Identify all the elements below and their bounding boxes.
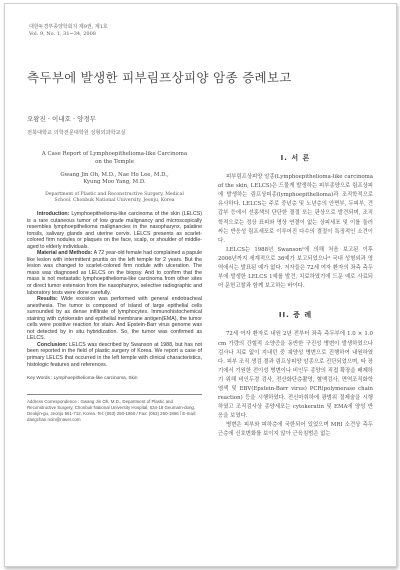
journal-volume: Vol. 9, No. 1, 31~34, 2008 [29, 31, 96, 37]
korean-authors: 오왕진 · 이내호 · 양경무 [27, 115, 96, 123]
english-title: A Case Report of Lymphoepithelioma-like Carcinoma on the Temple [41, 151, 188, 165]
body-paragraph: 병변은 피부와 피하층에 국한되어 있었으며 MRI 소견상 측두근층에 신호변화를 보이지 않아 근육침범은 없는 [218, 422, 373, 438]
footnote-divider [27, 394, 202, 395]
body-paragraph: 피부림프상피양 암종(Lymphoepithelioma-like carcinoma of the skin, LELCS)은 드물게 발생하는 피부종양으로 림프상피에 발생하는 림프상피종(lymphoepithelioma)과 조직학적으로 유사하다. LELCS는 주로 중년층 및 노년층의 안면부, 두피부, 견갑부 등에서 선홍색의 단단한 결절 또는 판상으로 발견되며, 조직학적으로는 정상 표피와 명상 연결이 없는 상피세포 및 이를 둘러싸는 반응성 림프세포로 이루어진 다수의 결절이 특징적인 소견이다. [218, 174, 373, 244]
korean-affiliation: 전북대학교 의학전문대학원 성형외과학교실 [27, 130, 126, 136]
section-heading-case-report: II. 증 례 [278, 311, 313, 320]
keywords: Key Words : Lymphoepithelioma-like carcinoma, Skin [27, 375, 138, 381]
abstract-conclusion: Conclusion: LELCS was described by Swanson at 1988, but has not been reported in the field of plastic surgery of Korea. We report a case of primary LELCS that occurred in the left temple with clinical characteristics, histologic features and references. [27, 341, 202, 368]
abstract [27, 211, 202, 368]
section-heading-introduction: I. 서 론 [280, 154, 311, 162]
abstract-introduction: Introduction: Lymphoepithelioma-like carcinoma of the skin (LELCS) is a rare cutaneous tumor of low grade malignancy and microscopically resembles lymphoepithelioma malignancies in the nasopharynx, palatine tonsils, salivary glands and uterine cervix. LELCS presents as scarlet-colored firm nodules or plaques on the face, scalp, or shoulder of middle-aged to elderly individuals. [27, 211, 202, 250]
body-paragraph: LELCS는 1988년 Swanson¹에 의해 처음 보고된 이후 2006년까지 세계적으로 36예가 보고되었으나² 국내 성형외과 영역에서는 발표된 예가 없다. 저자들은 72세 여자 환자의 좌측 측두부에 발생한 LELCS 1예를 발견, 치료하였기에 드문 예로 사료되어 문헌고찰과 함께 보고하는 바이다. [218, 246, 373, 290]
correspondence-address: Address Correspondence : Gwang Jin Oh, M.D., Department of Plastic and Reconstructive Surgery, Chonbuk National University Hospital, 634-18 Geumam-dong, Deokjin-gu, Jeonju 561-712, Korea. Tel: (063) 250-1860 / Fax: (063) 250-1866 / E-mail: dangchan noin@naver.com [27, 399, 197, 423]
english-affiliation: Department of Plastic and Reconstructive Surgery, Medical School, Chonbuk National University, Jeonju, Korea [45, 192, 184, 203]
body-paragraph: 72세 여자 환자로 내원 2년 전부터 좌측 측두부에 1.0 × 1.0 cm 가량의 간헐적 소양증을 동반한 구진성 병변이 발생하였으나 검사나 치료 없이 지내던 중 궤양성 병변으로 진행하여 내원하였다. 피부 조직 생검 결과 림프상피양 암종으로 진단되었으며, 타 장기에서 기원한 전이성 병변이나 비인두 종양의 직접 확장을 배제하기 위해 비인두경 검사, 전산화단층촬영, 혈액검사, 면역조직화학 염색 및 EBV(Epstein-Barr virus) PCR(polymerase chain reaction) 등을 시행하였다. 전신마취하에 광범위 절제술을 시행하였고 조직검사상 종양세포는 cytokeratin 및 EMA에 양성 반응을 보였다. [218, 331, 373, 420]
korean-title: 측두부에 발생한 피부림프상피양 암종 증례보고 [27, 70, 292, 85]
journal-name: 대한두경부종양학회지 제9권, 제1호 [29, 24, 108, 30]
abstract-methods: Material and Methods: A 72 year-old female had complained a papule like lesion with intermittent pruritis on the left temple for 2 years. But the lesion was changed to scarlet-colored firm nodule with ulceration. The mass was diagnosed as LELCS on the biopsy. And to confirm that the mass is not metastatic lymphoepithelioma-like carcinoma from other sites or direct tumor extension from the nasopharynx, selective radiographic and laboratory tests were done carefully. [27, 250, 202, 296]
paper-page [4, 3, 397, 567]
english-authors: Gwang Jin Oh, M.D., Nae Ho Lee, M.D., Kyung Moo Yang, M.D. [60, 172, 169, 185]
abstract-results: Results: Wide excision was performed with general endotracheal anesthesia. The tumor is composed of island of large epithelial cells surrounded by as dense infiltrate of lymphocytes. Immunohistochemical staining with cytokeratin and epithelial membrane antigen(EMA), the tumor cells were positive reaction for stain. And Epstein-Barr virus genome was not detected by in situ hybridization. So, the tumor was confirmed as LELCS. [27, 296, 202, 342]
left-column [27, 151, 202, 423]
journal-header [29, 24, 108, 38]
right-column [218, 154, 373, 440]
